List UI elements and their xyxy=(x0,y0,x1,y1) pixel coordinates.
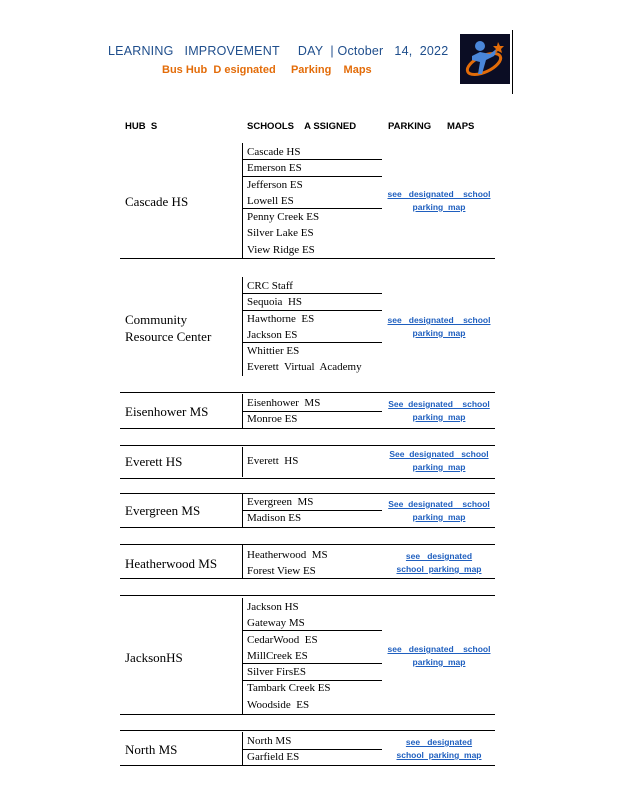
list-item: Jackson ES xyxy=(247,328,298,341)
parking-map-link[interactable]: See designated school parking map xyxy=(388,499,490,522)
row-divider xyxy=(242,176,382,177)
column-divider xyxy=(242,545,243,578)
list-item: CedarWood ES xyxy=(247,633,318,646)
list-item: Garfield ES xyxy=(247,751,300,764)
row-divider xyxy=(242,342,382,343)
row-divider xyxy=(242,208,382,209)
hub-divider xyxy=(120,765,495,766)
row-divider xyxy=(242,680,382,681)
hub-divider xyxy=(120,428,495,429)
hub-divider xyxy=(120,595,495,596)
row-divider xyxy=(242,159,382,160)
list-item: Hawthorne ES xyxy=(247,312,315,325)
list-item: Evergreen MS xyxy=(247,496,314,508)
list-item: Sequoia HS xyxy=(247,296,302,309)
school-list xyxy=(247,144,319,258)
header-divider xyxy=(512,30,513,94)
hub-divider xyxy=(120,730,495,731)
page-subtitle: Bus Hub D esignated Parking Maps xyxy=(162,64,372,76)
district-logo-icon xyxy=(460,34,510,84)
hub-divider xyxy=(120,478,495,479)
page-title: LEARNING IMPROVEMENT DAY | October 14, 2022 xyxy=(108,44,449,58)
list-item: Lowell ES xyxy=(247,194,294,207)
list-item: Everett Virtual Academy xyxy=(247,361,362,374)
list-item: MillCreek ES xyxy=(247,649,308,662)
parking-map-link[interactable]: see designated school parking map xyxy=(387,189,491,212)
list-item: Forest View ES xyxy=(247,565,316,578)
hub-name: JacksonHS xyxy=(125,650,183,665)
hub-divider xyxy=(120,578,495,579)
list-item: Cascade HS xyxy=(247,146,301,158)
hub-name: Evergreen MS xyxy=(125,503,201,518)
list-item: Woodside ES xyxy=(247,698,310,711)
list-item: Eisenhower MS xyxy=(247,397,321,409)
list-item: Silver Lake ES xyxy=(247,227,314,240)
list-item: Madison ES xyxy=(247,512,302,525)
parking-map-link[interactable]: see designated school parking map xyxy=(387,315,491,338)
column-divider xyxy=(242,447,243,477)
column-divider xyxy=(242,277,243,376)
parking-map-link[interactable]: See designated school parking map xyxy=(389,449,489,472)
column-divider xyxy=(242,598,243,714)
parking-map-link[interactable]: see designated school parking map xyxy=(387,644,491,667)
column-header-schools: SCHOOLS A SSIGNED xyxy=(247,121,357,132)
list-item: Heatherwood MS xyxy=(247,549,328,561)
parking-map-link[interactable]: See designated school parking map xyxy=(388,399,490,422)
row-divider xyxy=(242,510,382,511)
list-item: North MS xyxy=(247,735,292,747)
hub-name: Everett HS xyxy=(125,454,183,469)
school-list xyxy=(247,599,331,713)
list-item: Jefferson ES xyxy=(247,178,303,191)
row-divider xyxy=(242,310,382,311)
row-divider xyxy=(242,749,382,750)
list-item: Penny Creek ES xyxy=(247,211,320,224)
list-item: View Ridge ES xyxy=(247,243,315,256)
list-item: Monroe ES xyxy=(247,413,298,426)
hub-divider xyxy=(120,714,495,715)
row-divider xyxy=(242,293,382,294)
list-item: Everett HS xyxy=(247,455,299,467)
hub-name: Heatherwood MS xyxy=(125,556,218,571)
list-item: CRC Staff xyxy=(247,280,293,292)
list-item: Jackson HS xyxy=(247,601,299,613)
hub-name: Eisenhower MS xyxy=(125,404,209,419)
school-list xyxy=(247,547,328,580)
hub-name: Community Resource Center xyxy=(125,312,212,344)
hub-divider xyxy=(120,544,495,545)
list-item: Gateway MS xyxy=(247,617,305,630)
parking-map-link[interactable]: see designated school parking map xyxy=(396,551,482,574)
row-divider xyxy=(242,411,382,412)
column-divider xyxy=(242,143,243,259)
row-divider xyxy=(242,663,382,664)
hub-name: Cascade HS xyxy=(125,194,189,209)
parking-map-link[interactable]: see designated school parking map xyxy=(396,737,482,760)
hub-divider xyxy=(120,392,495,393)
hub-divider xyxy=(120,527,495,528)
list-item: Tambark Creek ES xyxy=(247,682,331,695)
list-item: Whittier ES xyxy=(247,345,300,358)
column-header-hubs: HUB S xyxy=(125,121,158,132)
hub-divider xyxy=(120,445,495,446)
list-item: Emerson ES xyxy=(247,162,302,175)
list-item: Silver FirsES xyxy=(247,666,306,679)
school-list xyxy=(247,453,298,469)
column-header-maps: PARKING MAPS xyxy=(388,121,475,132)
hub-divider xyxy=(120,258,495,259)
hub-name: North MS xyxy=(125,742,178,757)
row-divider xyxy=(242,630,382,631)
